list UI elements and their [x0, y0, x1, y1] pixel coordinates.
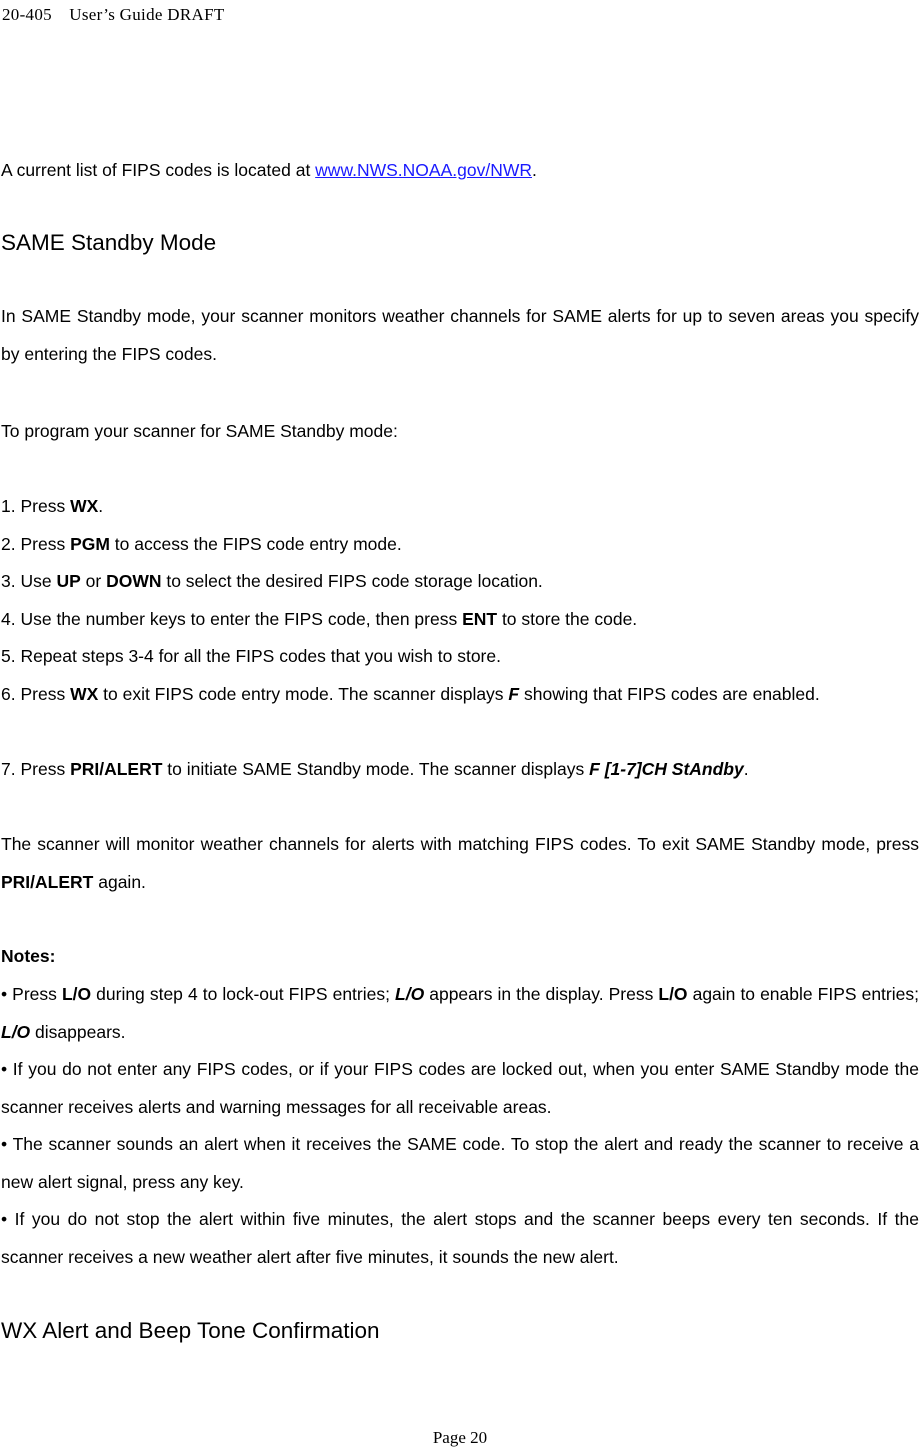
notes-title: Notes:	[1, 946, 56, 966]
step-1: 1. Press WX.	[1, 496, 104, 516]
same-intro-paragraph: In SAME Standby mode, your scanner monitors weather channels for SAME alerts for up to seven areas you specify by entering the FIPS codes.	[1, 306, 919, 364]
section-title-wx-alert: WX Alert and Beep Tone Confirmation	[1, 1318, 380, 1343]
section-title-same-standby: SAME Standby Mode	[1, 230, 217, 255]
step-3: 3. Use UP or DOWN to select the desired FIPS code storage location.	[1, 571, 543, 591]
note-1: • Press L/O during step 4 to lock-out FIPS entries; L/O appears in the display. Press L/O again to enable FIPS entries; L/O disappears.	[1, 984, 919, 1042]
step-2: 2. Press PGM to access the FIPS code entry mode.	[1, 534, 402, 554]
note-4: • If you do not stop the alert within five minutes, the alert stops and the scanner beeps every ten seconds. If the scanner receives a new weather alert after five minutes, it sounds the new alert.	[1, 1209, 919, 1267]
step-7: 7. Press PRI/ALERT to initiate SAME Standby mode. The scanner displays F [1-7]CH StAndby.	[1, 759, 749, 779]
note-2: • If you do not enter any FIPS codes, or if your FIPS codes are locked out, when you enter SAME Standby mode the scanner receives alerts and warning messages for all receivable areas.	[1, 1059, 919, 1117]
step-5: 5. Repeat steps 3-4 for all the FIPS codes that you wish to store.	[1, 646, 501, 666]
fips-intro: A current list of FIPS codes is located at www.NWS.NOAA.gov/NWR.	[1, 160, 537, 180]
exit-paragraph: The scanner will monitor weather channels for alerts with matching FIPS codes. To exit SAME Standby mode, press PRI/ALERT again.	[1, 834, 919, 892]
page-footer: Page 20	[432, 1428, 488, 1447]
page-header: 20-405 User’s Guide DRAFT	[2, 5, 225, 24]
step-4: 4. Use the number keys to enter the FIPS code, then press ENT to store the code.	[1, 609, 638, 629]
note-3: • The scanner sounds an alert when it receives the SAME code. To stop the alert and ready the scanner to receive a new alert signal, press any key.	[1, 1134, 919, 1192]
program-intro: To program your scanner for SAME Standby mode:	[1, 421, 398, 441]
step-6: 6. Press WX to exit FIPS code entry mode. The scanner displays F showing that FIPS codes are enabled.	[1, 684, 820, 704]
nws-link[interactable]: www.NWS.NOAA.gov/NWR	[315, 160, 532, 180]
